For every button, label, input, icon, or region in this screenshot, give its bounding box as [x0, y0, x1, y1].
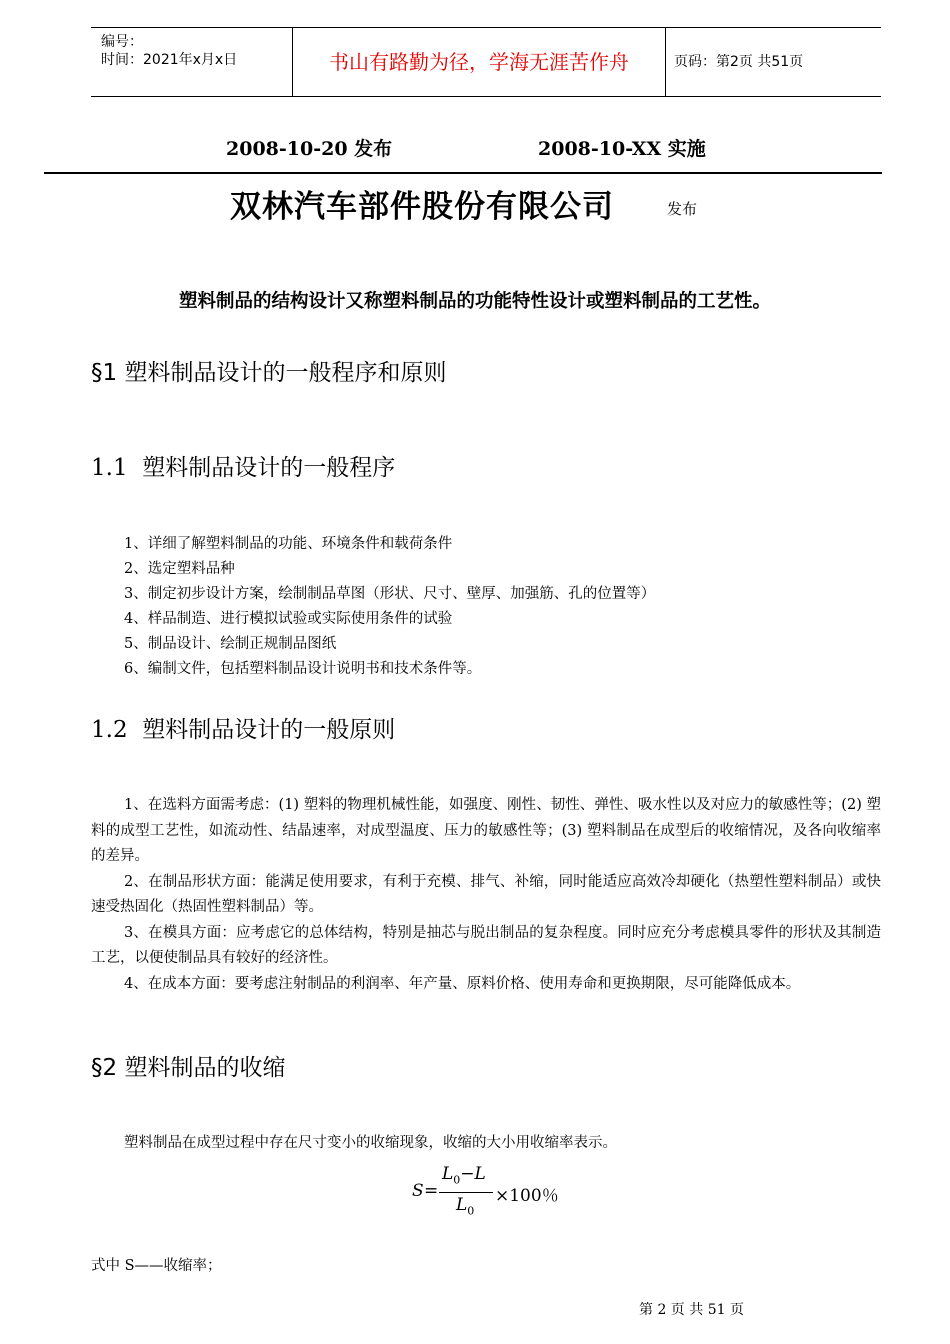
- paragraph: 2、在制品形状方面：能满足使用要求，有利于充模、排气、补缩，同时能适应高效冷却硬化（热塑性塑料制品）或快速受热固化（热固性塑料制品）等。: [91, 873, 881, 915]
- list-item: 3、制定初步设计方案，绘制制品草图（形状、尺寸、壁厚、加强筋、孔的位置等）: [124, 586, 656, 602]
- subsection-number: 1.2: [91, 717, 128, 743]
- time-label: 时间：2021年x月x日: [101, 52, 238, 68]
- header-motto-cell: [293, 28, 666, 96]
- section-1-heading: §1 塑料制品设计的一般程序和原则: [91, 360, 447, 386]
- motto-text: 书山有路勤为径，学海无涯苦作舟: [329, 50, 629, 74]
- effective-date: 2008-10-XX 实施: [538, 138, 706, 160]
- fraction-bar: [439, 1192, 493, 1193]
- formula-denominator: $L_0$: [456, 1195, 475, 1218]
- title-divider: [44, 172, 882, 174]
- section-2-heading: §2 塑料制品的收缩: [91, 1055, 286, 1081]
- list-item: 2、选定塑料品种: [124, 561, 235, 577]
- document-header: [91, 27, 881, 97]
- paragraph: 1、在选料方面需考虑：(1) 塑料的物理机械性能，如强度、刚性、韧性、弹性、吸水性以及对应力的敏感性等；(2) 塑料的成型工艺性，如流动性、结晶速率，对成型温度、压力的敏感性等；(3) 塑料制品在成型后的收缩情况，及各向收缩率的差异。: [91, 797, 881, 864]
- page-info: 页码：第2页 共51页: [674, 54, 804, 70]
- page-footer: 第 2 页 共 51 页: [639, 1302, 744, 1318]
- paragraph: 塑料制品在成型过程中存在尺寸变小的收缩现象，收缩的大小用收缩率表示。: [124, 1135, 617, 1151]
- procedure-list: [124, 532, 655, 682]
- header-meta-cell: [91, 28, 293, 96]
- shrinkage-formula: [412, 1162, 572, 1224]
- shrinkage-body: [91, 1131, 881, 1157]
- subsection-number: 1.1: [91, 455, 128, 481]
- intro-statement: 塑料制品的结构设计又称塑料制品的功能特性设计或塑料制品的工艺性。: [178, 291, 771, 312]
- list-item: 6、编制文件，包括塑料制品设计说明书和技术条件等。: [124, 661, 482, 677]
- paragraph: 3、在模具方面：应考虑它的总体结构，特别是抽芯与脱出制品的复杂程度。同时应充分考虑模具零件的形状及其制造工艺，以便使制品具有较好的经济性。: [91, 924, 881, 966]
- list-item: 1、详细了解塑料制品的功能、环境条件和载荷条件: [124, 536, 453, 552]
- header-page-cell: [666, 28, 881, 96]
- subsection-title: 塑料制品设计的一般程序: [142, 455, 396, 481]
- subsection-1-2-heading: [91, 711, 395, 744]
- formula-lhs: S: [412, 1181, 424, 1201]
- company-name: 双林汽车部件股份有限公司: [230, 189, 614, 225]
- publish-word: 发布: [667, 200, 698, 218]
- subsection-title: 塑料制品设计的一般原则: [142, 717, 396, 743]
- formula-multiplier: ×100％: [495, 1186, 559, 1206]
- release-date: 2008-10-20 发布: [226, 138, 393, 160]
- list-item: 4、样品制造、进行模拟试验或实际使用条件的试验: [124, 611, 453, 627]
- paragraph: 4、在成本方面：要考虑注射制品的利润率、年产量、原料价格、使用寿命和更换期限，尽可能降低成本。: [124, 975, 801, 992]
- formula-legend: 式中 S——收缩率；: [91, 1258, 222, 1274]
- formula-equals: =: [424, 1181, 439, 1201]
- list-item: 5、制品设计、绘制正规制品图纸: [124, 636, 337, 652]
- formula-numerator: $L_0-L$: [442, 1164, 486, 1187]
- serial-label: 编号：: [101, 34, 143, 50]
- principles-body: [91, 793, 881, 997]
- subsection-1-1-heading: [91, 449, 395, 482]
